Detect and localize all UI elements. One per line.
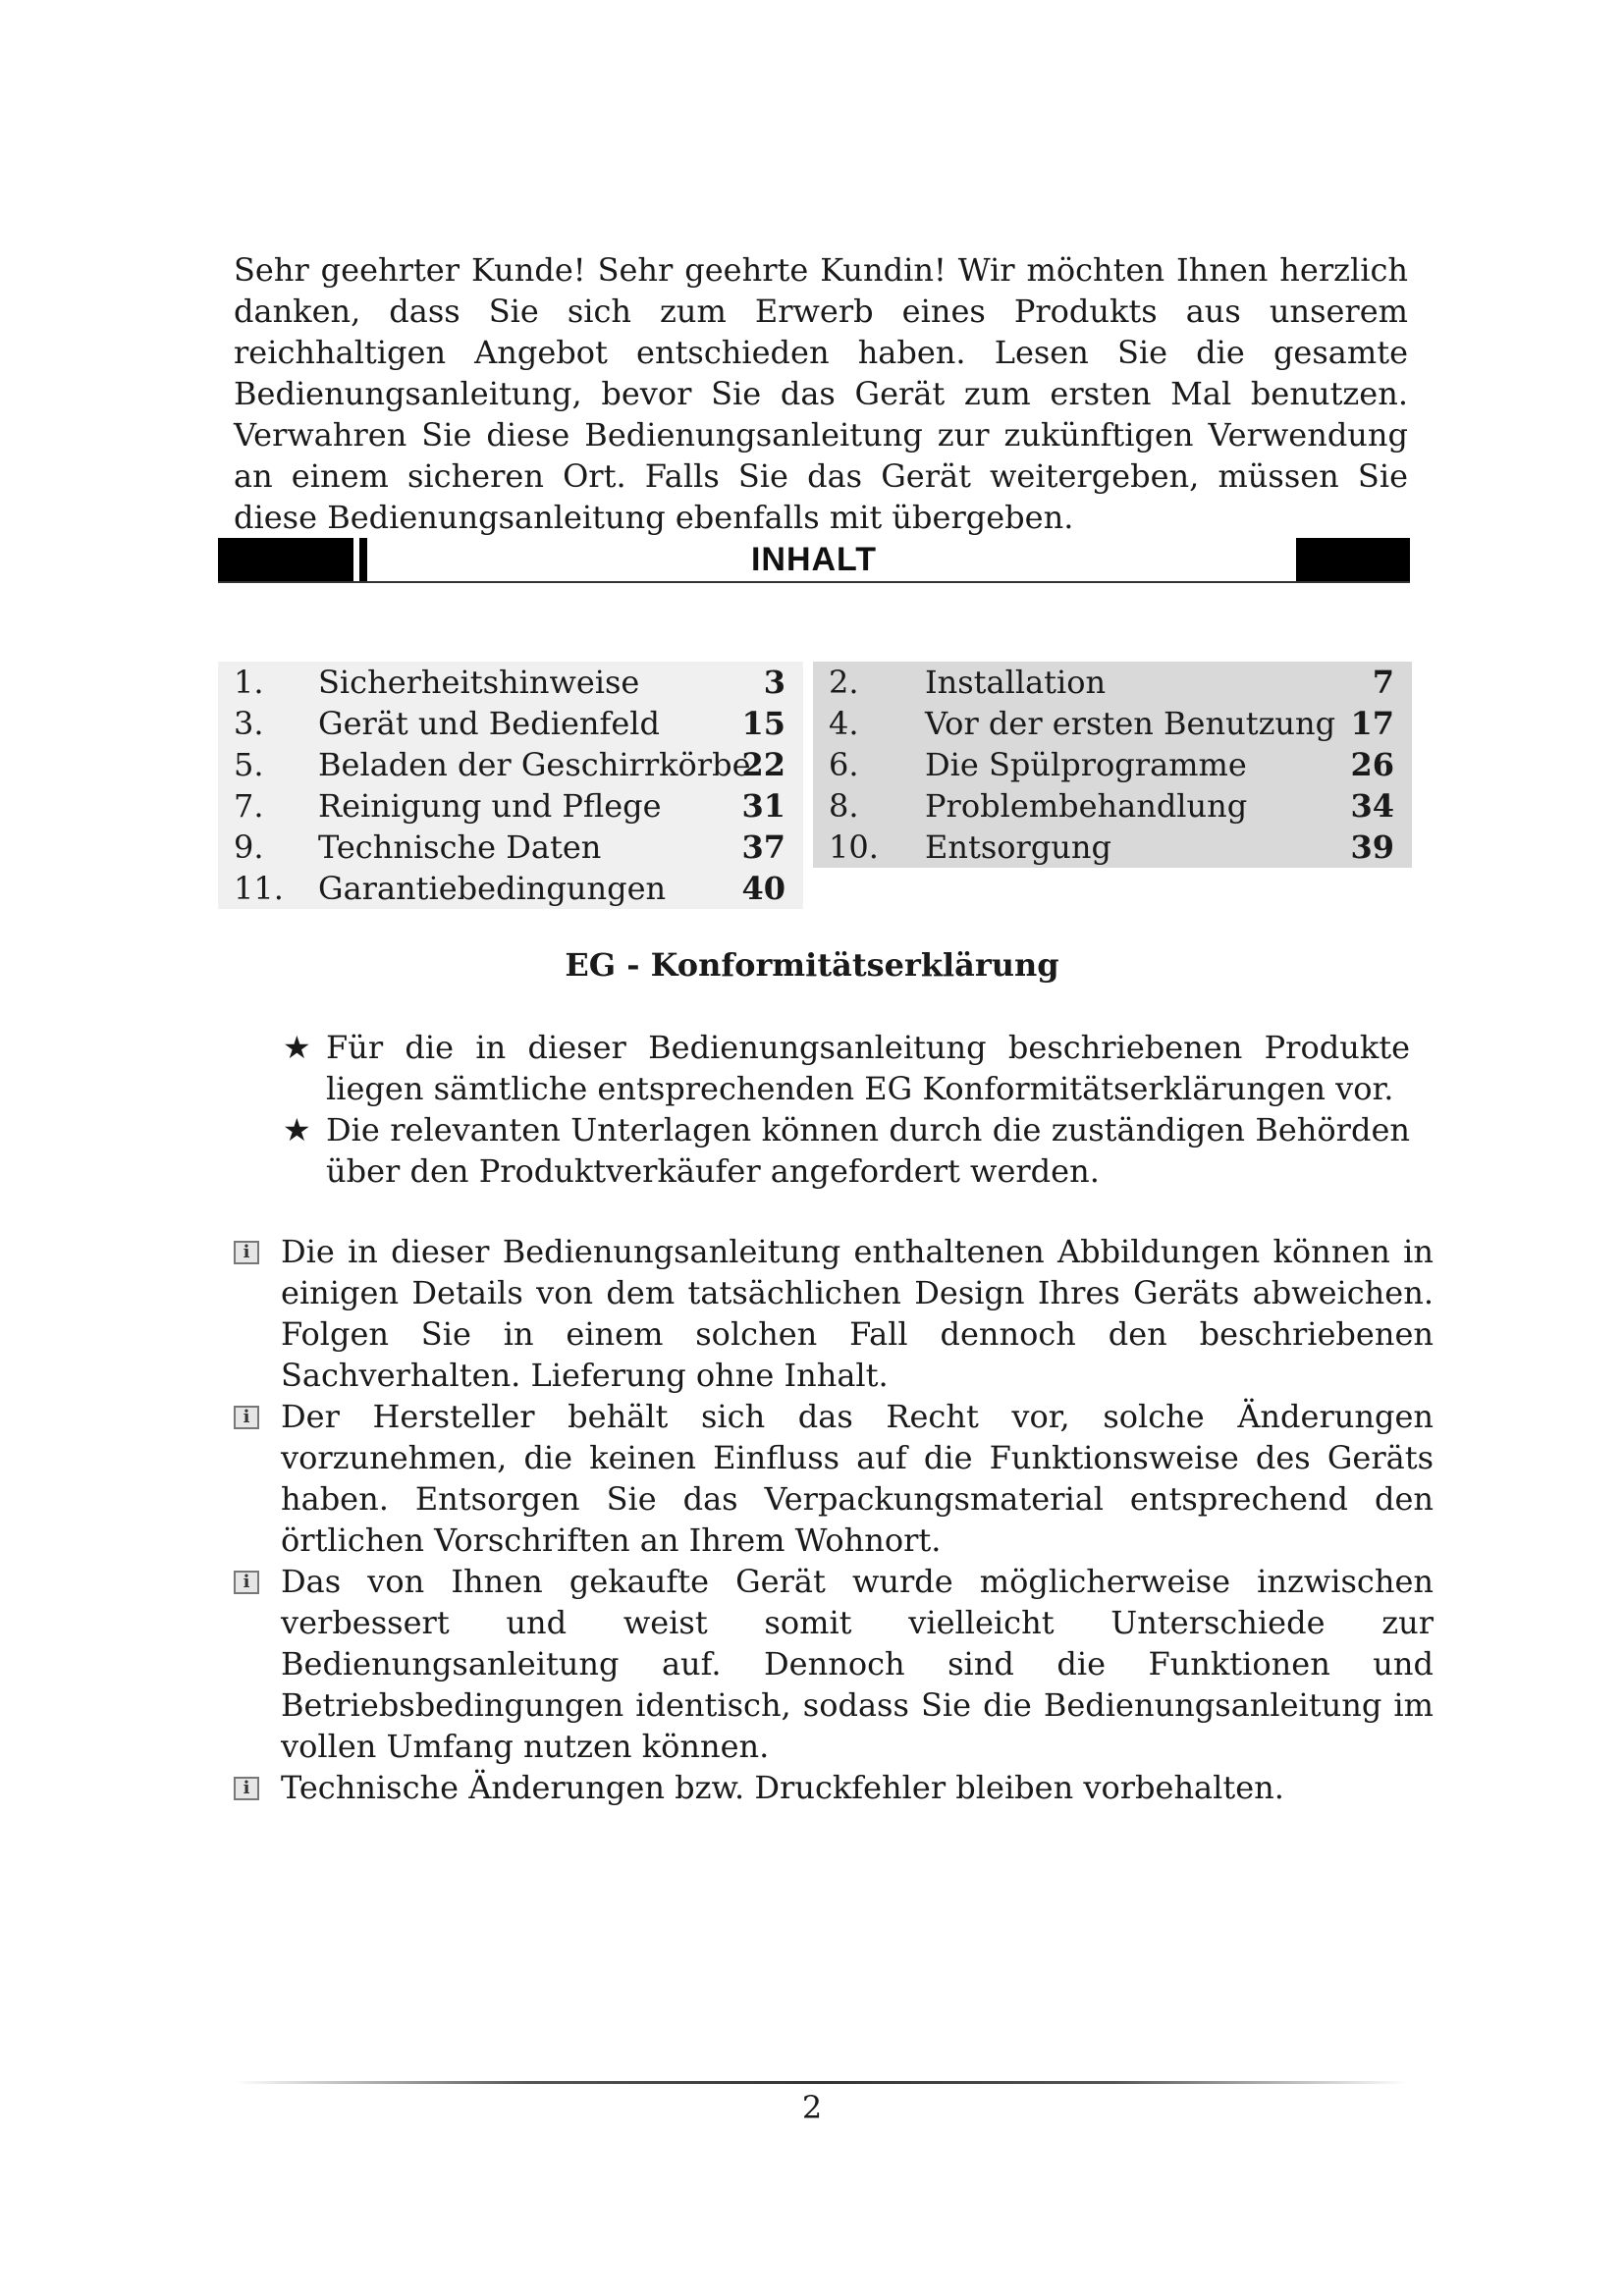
toc-entry-label: Sicherheitshinweise — [318, 664, 640, 701]
toc-entry-page: 39 — [1350, 828, 1394, 866]
info-icon: i — [234, 1241, 259, 1264]
toc-entry-page: 17 — [1350, 705, 1394, 742]
toc-entry[interactable] — [218, 744, 803, 785]
info-note — [234, 1561, 1434, 1767]
toc-entry-number: 4. — [829, 705, 859, 742]
toc-entry-page: 34 — [1350, 787, 1394, 825]
toc-entry-label: Technische Daten — [318, 828, 602, 866]
star-icon: ★ — [283, 1111, 311, 1148]
toc-entry[interactable] — [813, 744, 1412, 785]
toc-left-column — [218, 662, 803, 909]
info-note-text: Der Hersteller behält sich das Recht vor, solche Änderungen vorzunehmen, die keinen Einfluss auf die Funktionsweise des Geräts haben. Entsorgen Sie das Verpackungsmaterial entsprechend den örtlichen Vorschriften an Ihrem Wohnort. — [281, 1398, 1434, 1559]
toc-entry-number: 11. — [234, 870, 284, 907]
toc-entry[interactable] — [813, 703, 1412, 744]
toc-entry-label: Beladen der Geschirrkörbe — [318, 746, 751, 783]
info-icon: i — [234, 1571, 259, 1594]
star-icon: ★ — [283, 1029, 311, 1066]
toc-entry-label: Installation — [925, 664, 1107, 701]
info-notes-list — [234, 1231, 1434, 1808]
toc-entry-page: 37 — [741, 828, 785, 866]
toc-entry[interactable] — [218, 662, 803, 703]
toc-entry-label: Reinigung und Pflege — [318, 787, 662, 825]
toc-entry[interactable] — [813, 662, 1412, 703]
toc-entry-number: 2. — [829, 664, 859, 701]
conformity-list — [283, 1027, 1410, 1192]
toc-entry-page: 22 — [741, 746, 785, 783]
toc-entry-label: Gerät und Bedienfeld — [318, 705, 660, 742]
toc-entry-number: 5. — [234, 746, 264, 783]
conformity-item-text: Für die in dieser Bedienungsanleitung beschriebenen Produkte liegen sämtliche entsprechenden EG Konformitätserklärungen vor. — [326, 1029, 1410, 1107]
toc-entry-number: 9. — [234, 828, 264, 866]
toc-entry-label: Entsorgung — [925, 828, 1111, 866]
info-note-text: Technische Änderungen bzw. Druckfehler bleiben vorbehalten. — [281, 1769, 1284, 1806]
toc-entry[interactable] — [218, 785, 803, 827]
toc-entry-page: 26 — [1350, 746, 1394, 783]
conformity-item-text: Die relevanten Unterlagen können durch die zuständigen Behörden über den Produktverkäufer angefordert werden. — [326, 1111, 1410, 1190]
conformity-item — [283, 1027, 1410, 1109]
toc-entry-page: 15 — [741, 705, 785, 742]
toc-entry-page: 3 — [763, 664, 785, 701]
inhalt-title: INHALT — [750, 541, 878, 578]
intro-paragraph: Sehr geehrter Kunde! Sehr geehrte Kundin! Wir möchten Ihnen herzlich danken, dass Sie sich zum Erwerb eines Produkts aus unserem reichhaltigen Angebot entschieden haben. Lesen Sie die gesamte Bedienungsanleitung, bevor Sie das Gerät zum ersten Mal benutzen. Verwahren Sie diese Bedienungsanleitung zur zukünftigen Verwendung an einem sicheren Ort. Falls Sie das Gerät weitergeben, müssen Sie diese Bedienungsanleitung ebenfalls mit übergeben. — [234, 251, 1408, 536]
conformity-item — [283, 1109, 1410, 1192]
toc-entry-page: 7 — [1372, 664, 1394, 701]
toc-entry-number: 7. — [234, 787, 264, 825]
toc-right-column — [813, 662, 1412, 868]
info-note — [234, 1231, 1434, 1396]
info-icon: i — [234, 1777, 259, 1800]
toc-entry[interactable] — [813, 827, 1412, 868]
toc-entry[interactable] — [813, 785, 1412, 827]
info-note-text: Das von Ihnen gekaufte Gerät wurde möglicherweise inzwischen verbessert und weist somit vielleicht Unterschiede zur Bedienungsanleitung auf. Dennoch sind die Funktionen und Betriebsbedingungen identisch, sodass Sie die Bedienungsanleitung im vollen Umfang nutzen können. — [281, 1563, 1434, 1765]
toc-entry-page: 40 — [741, 870, 785, 907]
toc-entry-label: Problembehandlung — [925, 787, 1248, 825]
info-note — [234, 1767, 1434, 1808]
page-number: 2 — [801, 2089, 823, 2126]
toc-entry[interactable] — [218, 827, 803, 868]
toc-entry-number: 1. — [234, 664, 264, 701]
footer-divider — [234, 2081, 1408, 2084]
toc-entry-label: Vor der ersten Benutzung — [925, 705, 1336, 742]
toc-entry[interactable] — [218, 868, 803, 909]
toc-entry-number: 8. — [829, 787, 859, 825]
toc-entry-number: 10. — [829, 828, 879, 866]
toc-entry-label: Die Spülprogramme — [925, 746, 1247, 783]
inhalt-header-bar — [218, 538, 1410, 583]
info-icon: i — [234, 1406, 259, 1429]
toc-entry-number: 6. — [829, 746, 859, 783]
info-note — [234, 1396, 1434, 1561]
toc-entry-page: 31 — [741, 787, 785, 825]
toc-entry-label: Garantiebedingungen — [318, 870, 667, 907]
info-note-text: Die in dieser Bedienungsanleitung enthaltenen Abbildungen können in einigen Details von dem tatsächlichen Design Ihres Geräts abweichen. Folgen Sie in einem solchen Fall dennoch den beschriebenen Sachverhalten. Lieferung ohne Inhalt. — [281, 1233, 1434, 1394]
toc-entry-number: 3. — [234, 705, 264, 742]
toc-entry[interactable] — [218, 703, 803, 744]
eg-conformity-title: EG - Konformitätserklärung — [565, 946, 1059, 984]
